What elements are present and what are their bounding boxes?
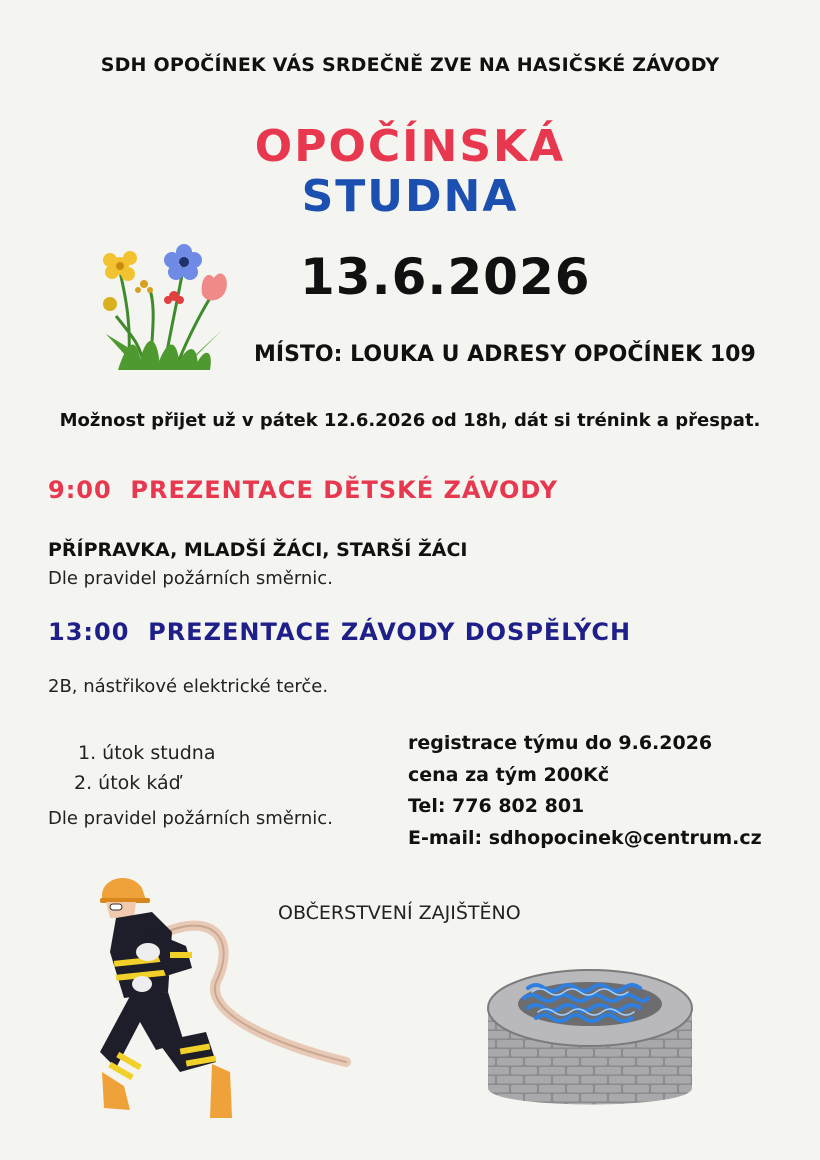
registration-info bbox=[408, 728, 762, 854]
phone-number: Tel: 776 802 801 bbox=[408, 795, 585, 817]
adults-targets: 2B, nástřikové elektrické terče. bbox=[48, 676, 329, 697]
schedule-kids-heading: 9:00 PREZENTACE DĚTSKÉ ZÁVODY bbox=[48, 476, 558, 504]
kids-rules: Dle pravidel požárních směrnic. bbox=[48, 568, 333, 589]
registration-deadline: registrace týmu do 9.6.2026 bbox=[408, 732, 713, 754]
team-price: cena za tým 200Kč bbox=[408, 763, 610, 786]
kids-categories: PŘÍPRAVKA, MLADŠÍ ŽÁCI, STARŠÍ ŽÁCI bbox=[48, 539, 468, 561]
event-title-line2: STUDNA bbox=[301, 171, 519, 222]
event-date: 13.6.2026 bbox=[300, 248, 591, 306]
schedule-adults-heading: 13:00 PREZENTACE ZÁVODY DOSPĚLÝCH bbox=[48, 618, 632, 646]
firefighter-icon bbox=[96, 872, 356, 1124]
refreshments-note: OBČERSTVENÍ ZAJIŠTĚNO bbox=[278, 902, 521, 924]
well-icon bbox=[482, 958, 698, 1122]
invitation-header: SDH OPOČÍNEK VÁS SRDEČNĚ ZVE NA HASIČSKÉ ZÁVODY bbox=[100, 54, 720, 76]
friday-note: Možnost přijet už v pátek 12.6.2026 od 18h, dát si trénink a přespat. bbox=[59, 410, 761, 431]
attacks-list bbox=[48, 738, 215, 798]
event-place: MÍSTO: LOUKA U ADRESY OPOČÍNEK 109 bbox=[254, 342, 756, 367]
event-title-line1: OPOČÍNSKÁ bbox=[254, 121, 566, 172]
list-item: 2. útok káď bbox=[74, 772, 181, 794]
email-address: E-mail: sdhopocinek@centrum.cz bbox=[408, 826, 762, 849]
adults-rules: Dle pravidel požárních směrnic. bbox=[48, 808, 333, 829]
list-item: 1. útok studna bbox=[78, 742, 216, 764]
flowers-icon bbox=[98, 238, 246, 376]
